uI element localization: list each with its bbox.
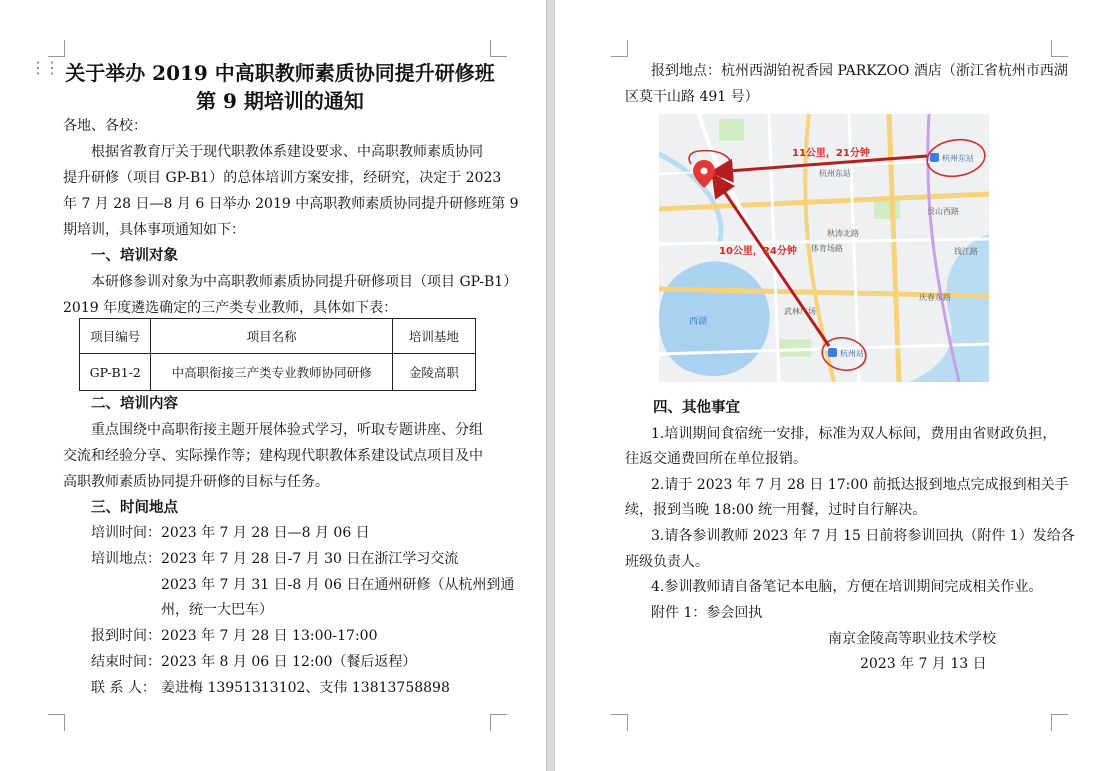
crop-mark bbox=[1051, 40, 1068, 57]
section-2-line: 高职教师素质协同提升研修的目标与任务。 bbox=[63, 474, 329, 490]
item-line: 2.请于 2023 年 7 月 28 日 17:00 前抵达报到地点完成报到相关手 bbox=[651, 477, 1069, 493]
title-line-2: 第 9 期培训的通知 bbox=[196, 89, 364, 113]
table-cell: 中高职衔接三产类专业教师协同研修 bbox=[151, 354, 392, 391]
signature-date: 2023 年 7 月 13 日 bbox=[860, 656, 987, 672]
map-label: 西湖 bbox=[689, 317, 708, 327]
end-value: 2023 年 8 月 06 日 12:00（餐后返程） bbox=[161, 654, 417, 670]
lake-shape bbox=[659, 261, 770, 376]
crop-mark bbox=[611, 40, 628, 57]
item-line: 往返交通费回所在单位报销。 bbox=[625, 451, 807, 467]
section-heading-1: 一、培训对象 bbox=[91, 248, 178, 264]
section-1-line: 2019 年度遴选确定的三产类专业教师，具体如下表： bbox=[63, 300, 398, 316]
table-header-row bbox=[80, 319, 476, 354]
intro-line: 提升研修（项目 GP-B1）的总体培训方案安排，经研究，决定于 2023 bbox=[63, 170, 502, 186]
intro-line: 期培训，具体事项通知如下： bbox=[63, 222, 245, 238]
document-title bbox=[60, 59, 500, 115]
item-line: 续，报到当晚 18:00 统一用餐，过时自行解决。 bbox=[625, 502, 927, 518]
contact-label: 联 系 人： bbox=[91, 680, 156, 696]
park-area bbox=[779, 339, 811, 357]
time-value: 2023 年 7 月 28 日—8 月 06 日 bbox=[161, 525, 370, 541]
map-label: 杭州东站 bbox=[942, 154, 974, 163]
map-label: 体育场路 bbox=[811, 244, 843, 253]
map-label: 秋涛北路 bbox=[827, 229, 859, 238]
crop-mark bbox=[490, 40, 507, 57]
park-area bbox=[719, 119, 744, 141]
crop-mark bbox=[490, 714, 507, 731]
section-2-line: 交流和经验分享、实际操作等；建构现代职教体系建设试点项目及中 bbox=[63, 448, 483, 464]
item-line: 3.请各参训教师 2023 年 7 月 15 日前将参训回执（附件 1）发给各 bbox=[651, 528, 1075, 544]
table-row bbox=[80, 354, 476, 391]
time-label: 培训时间： bbox=[91, 525, 161, 541]
route-label-top: 11公里，21分钟 bbox=[792, 148, 870, 159]
section-1-line: 本研修参训对象为中高职教师素质协同提升研修项目（项目 GP-B1） bbox=[91, 274, 518, 290]
map-label: 庆春东路 bbox=[919, 293, 951, 302]
table-header-cell: 培训基地 bbox=[392, 319, 475, 354]
place-line: 2023 年 7 月 31 日-8 月 06 日在通州研修（从杭州到通 bbox=[161, 577, 515, 593]
place-line: 2023 年 7 月 28 日-7 月 30 日在浙江学习交流 bbox=[161, 551, 459, 567]
table-header-cell: 项目名称 bbox=[151, 319, 392, 354]
section-2-line: 重点围绕中高职衔接主题开展体验式学习，听取专题讲座、分组 bbox=[91, 422, 483, 438]
signature-org: 南京金陵高等职业技术学校 bbox=[828, 631, 996, 647]
intro-line: 年 7 月 28 日—8 月 6 日举办 2019 中高职教师素质协同提升研修班第 9 bbox=[63, 196, 519, 212]
park-area bbox=[874, 199, 900, 219]
salutation: 各地、各校： bbox=[63, 118, 147, 134]
station-icon bbox=[828, 348, 837, 357]
map-label: 杭州站 bbox=[840, 349, 864, 358]
table-cell: GP-B1-2 bbox=[80, 354, 151, 391]
end-label: 结束时间： bbox=[91, 654, 161, 670]
item-line: 班级负责人。 bbox=[625, 554, 709, 570]
item-line: 4.参训教师请自备笔记本电脑，方便在培训期间完成相关作业。 bbox=[651, 579, 1043, 595]
drag-handle-icon[interactable]: ⋮⋮ bbox=[30, 58, 58, 77]
route-label-mid: 10公里，24分钟 bbox=[719, 246, 797, 257]
contact-value: 姜进梅 13951313102、支伟 13813758898 bbox=[161, 680, 450, 696]
station-icon bbox=[930, 153, 939, 162]
pin-dot bbox=[701, 168, 708, 175]
page-gutter bbox=[546, 0, 555, 771]
attachment-line: 附件 1：参会回执 bbox=[651, 605, 763, 621]
map-label: 钱江路 bbox=[954, 247, 978, 256]
map-label: 杭州东站 bbox=[819, 169, 851, 178]
table-cell: 金陵高职 bbox=[392, 354, 475, 391]
address-line: 报到地点：杭州西湖铂祝香园 PARKZOO 酒店（浙江省杭州市西湖 bbox=[651, 63, 1068, 79]
crop-mark bbox=[48, 40, 65, 57]
place-label: 培训地点： bbox=[91, 551, 161, 567]
item-line: 1.培训期间食宿统一安排，标准为双人标间，费用由省财政负担， bbox=[651, 426, 1057, 442]
report-value: 2023 年 7 月 28 日 13:00-17:00 bbox=[161, 628, 378, 644]
title-line-1: 关于举办 2019 中高职教师素质协同提升研修班 bbox=[65, 61, 495, 85]
address-line: 区莫干山路 491 号） bbox=[625, 89, 759, 105]
crop-mark bbox=[1051, 714, 1068, 731]
crop-mark bbox=[611, 714, 628, 731]
map-label: 艮山西路 bbox=[927, 207, 959, 216]
project-table bbox=[79, 318, 476, 391]
section-heading-3: 三、时间地点 bbox=[91, 500, 178, 516]
table-header-cell: 项目编号 bbox=[80, 319, 151, 354]
section-heading-2: 二、培训内容 bbox=[91, 396, 178, 412]
left-page bbox=[0, 0, 546, 771]
intro-line: 根据省教育厅关于现代职教体系建设要求、中高职教师素质协同 bbox=[91, 144, 483, 160]
route-map[interactable] bbox=[659, 114, 989, 382]
report-label: 报到时间： bbox=[91, 628, 161, 644]
place-line: 州，统一大巴车） bbox=[161, 602, 273, 618]
section-heading-4: 四、其他事宜 bbox=[653, 400, 740, 416]
map-label: 武林广场 bbox=[784, 307, 816, 316]
crop-mark bbox=[48, 714, 65, 731]
